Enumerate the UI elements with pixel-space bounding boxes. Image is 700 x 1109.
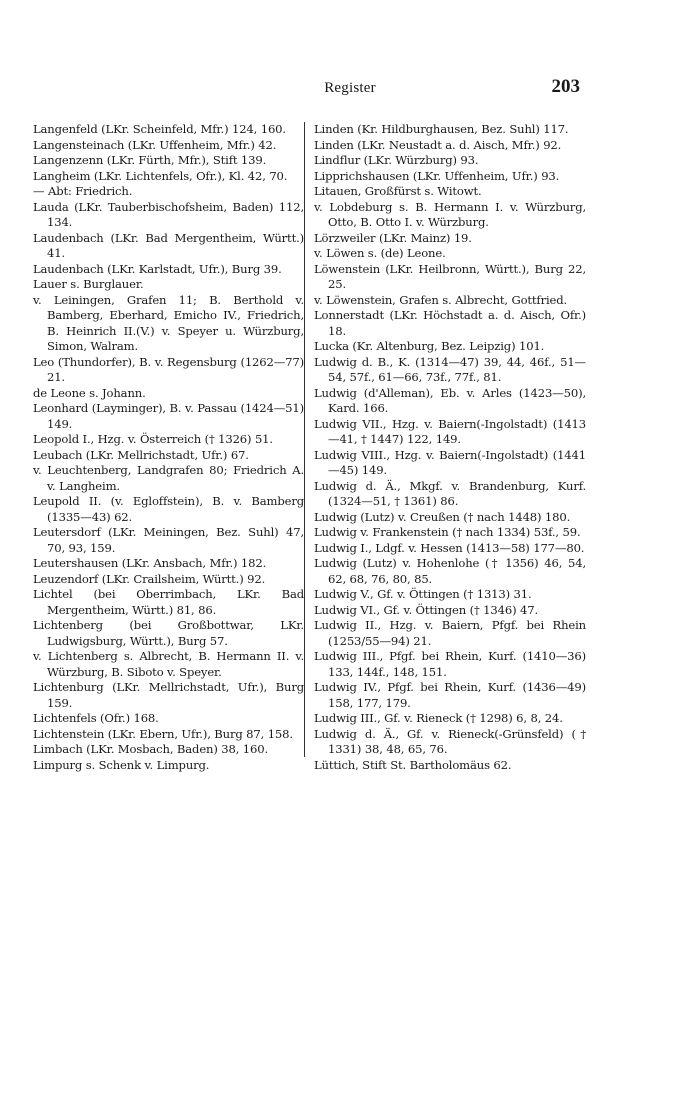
index-entry: Ludwig VII., Hzg. v. Baiern(-Ingolstadt) (1413—41, † 1447) 122, 149. (314, 416, 586, 446)
index-entry: v. Leuchtenberg, Landgrafen 80; Friedrich A. v. Langheim. (33, 463, 304, 493)
index-entry: Ludwig III., Gf. v. Rieneck († 1298) 6, 8, 24. (314, 711, 563, 725)
index-entry: Ludwig V., Gf. v. Öttingen († 1313) 31. (314, 587, 532, 601)
index-entry: Litauen, Großfürst s. Witowt. (314, 184, 482, 198)
index-entry: v. Lichtenberg s. Albrecht, B. Hermann II. v. Würzburg, B. Siboto v. Speyer. (33, 649, 304, 679)
index-entry: v. Löwenstein, Grafen s. Albrecht, Gottfried. (314, 292, 568, 307)
index-entry: Ludwig IV., Pfgf. bei Rhein, Kurf. (1436—49) 158, 177, 179. (314, 680, 586, 710)
index-entry: Linden (Kr. Hildburghausen, Bez. Suhl) 117. (314, 122, 569, 136)
index-entry: Lonnerstadt (LKr. Höchstadt a. d. Aisch, Ofr.) 18. (314, 308, 586, 338)
index-entry: Ludwig (Lutz) v. Hohenlohe († 1356) 46, 54, 62, 68, 76, 80, 85. (314, 556, 586, 586)
index-entry: Lichtenburg (LKr. Mellrichstadt, Ufr.), Burg 159. (33, 680, 304, 710)
index-entry: Laudenbach (LKr. Bad Mergentheim, Württ.) 41. (33, 230, 304, 260)
index-entry: Limbach (LKr. Mosbach, Baden) 38, 160. (33, 742, 268, 756)
index-entry: Lauda (LKr. Tauberbischofsheim, Baden) 112, 134. (33, 199, 304, 229)
index-entry: de Leone s. Johann. (33, 385, 146, 400)
index-column-right (314, 122, 586, 773)
index-entry: Langensteinach (LKr. Uffenheim, Mfr.) 42. (33, 137, 277, 152)
index-entry: Linden (LKr. Neustadt a. d. Aisch, Mfr.) 92. (314, 137, 562, 152)
index-entry: Leo (Thundorfer), B. v. Regensburg (1262—77) 21. (33, 354, 304, 384)
index-entry: Laudenbach (LKr. Karlstadt, Ufr.), Burg 39. (33, 261, 282, 276)
index-entry: Lipprichshausen (LKr. Uffenheim, Ufr.) 93. (314, 168, 560, 183)
index-entry: Ludwig III., Pfgf. bei Rhein, Kurf. (1410—36) 133, 144f., 148, 151. (314, 649, 586, 679)
index-entry: Lichtel (bei Oberrimbach, LKr. Bad Mergentheim, Württ.) 81, 86. (33, 587, 304, 617)
index-entry: v. Löwen s. (de) Leone. (314, 246, 446, 260)
index-entry: Ludwig VIII., Hzg. v. Baiern(-Ingolstadt) (1441—45) 149. (314, 447, 586, 477)
index-entry: v. Lobdeburg s. B. Hermann I. v. Würzburg, Otto, B. Otto I. v. Würzburg. (314, 199, 586, 229)
index-entry: Leubach (LKr. Mellrichstadt, Ufr.) 67. (33, 447, 249, 462)
page-number: 203 (551, 76, 580, 97)
index-entry: Ludwig d. Ä., Gf. v. Rieneck(-Grünsfeld) († 1331) 38, 48, 65, 76. (314, 726, 586, 756)
index-entry: Ludwig II., Hzg. v. Baiern, Pfgf. bei Rhein (1253/55—94) 21. (314, 618, 586, 648)
index-entry: Lichtenberg (bei Großbottwar, LKr. Ludwigsburg, Württ.), Burg 57. (33, 618, 304, 648)
index-entry: Ludwig (d'Alleman), Eb. v. Arles (1423—50), Kard. 166. (314, 385, 586, 415)
index-entry: Lauer s. Burglauer. (33, 277, 144, 291)
index-entry: Leutersdorf (LKr. Meiningen, Bez. Suhl) 47, 70, 93, 159. (33, 525, 304, 555)
running-header: Register (324, 80, 376, 96)
index-column-left (33, 122, 304, 773)
index-entry: Lucka (Kr. Altenburg, Bez. Leipzig) 101. (314, 339, 545, 353)
index-entry: Ludwig d. Ä., Mkgf. v. Brandenburg, Kurf. (1324—51, † 1361) 86. (314, 478, 586, 508)
index-entry: Ludwig I., Ldgf. v. Hessen (1413—58) 177—80. (314, 540, 585, 555)
index-entry: Leutershausen (LKr. Ansbach, Mfr.) 182. (33, 556, 267, 570)
index-entry: Leupold II. (v. Egloffstein), B. v. Bamberg (1335—43) 62. (33, 494, 304, 524)
index-entry: Langenfeld (LKr. Scheinfeld, Mfr.) 124, 160. (33, 122, 286, 136)
index-entry: Ludwig d. B., K. (1314—47) 39, 44, 46f., 51—54, 57f., 61—66, 73f., 77f., 81. (314, 354, 586, 384)
column-divider (304, 122, 305, 757)
index-entry: Lichtenstein (LKr. Ebern, Ufr.), Burg 87, 158. (33, 726, 293, 741)
index-entry: Ludwig v. Frankenstein († nach 1334) 53f., 59. (314, 525, 581, 539)
index-entry: Lindflur (LKr. Würzburg) 93. (314, 153, 479, 167)
index-entry: Leonhard (Layminger), B. v. Passau (1424—51) 149. (33, 401, 304, 431)
index-entry: Ludwig VI., Gf. v. Öttingen († 1346) 47. (314, 602, 538, 617)
index-entry: Limpurg s. Schenk v. Limpurg. (33, 757, 210, 772)
index-entry: — Abt: Friedrich. (33, 184, 133, 198)
index-entry: Langenzenn (LKr. Fürth, Mfr.), Stift 139. (33, 153, 267, 167)
index-entry: Lörzweiler (LKr. Mainz) 19. (314, 230, 472, 245)
index-entry: Langheim (LKr. Lichtenfels, Ofr.), Kl. 42, 70. (33, 168, 288, 183)
index-entry: Löwenstein (LKr. Heilbronn, Württ.), Burg 22, 25. (314, 261, 586, 291)
index-entry: Lüttich, Stift St. Bartholomäus 62. (314, 757, 512, 772)
index-entry: Lichtenfels (Ofr.) 168. (33, 711, 159, 725)
index-entry: Leuzendorf (LKr. Crailsheim, Württ.) 92. (33, 571, 266, 586)
index-entry: Ludwig (Lutz) v. Creußen († nach 1448) 180. (314, 509, 571, 524)
index-entry: Leopold I., Hzg. v. Österreich († 1326) 51. (33, 432, 273, 446)
index-entry: v. Leiningen, Grafen 11; B. Berthold v. Bamberg, Eberhard, Emicho IV., Friedrich, B. Heinrich II.(V.) v. Speyer u. Würzburg, Simon, Walram. (33, 292, 304, 353)
